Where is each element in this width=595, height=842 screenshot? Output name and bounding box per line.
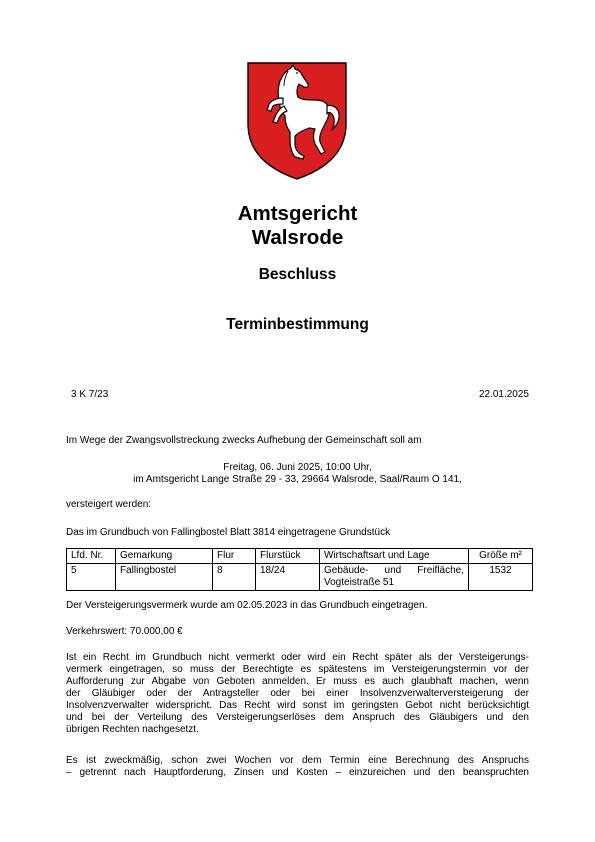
intro-text: Im Wege der Zwangsvollstreckung zwecks Aufhebung der Gemeinschaft soll am [66,435,422,446]
cell-gemarkung: Fallingbostel [116,564,213,591]
cell-lfd: 5 [67,564,116,591]
cell-lage [320,564,469,591]
grundstueck-table [66,548,533,591]
zweck-paragraph [66,755,529,779]
cell-groesse: 1532 [469,564,533,591]
versteigert-text: versteigert werden: [66,499,152,510]
table-header: Größe m² [469,549,533,564]
cell-flur: 8 [213,564,256,591]
table-header-row [67,549,533,564]
table-header: Lfd. Nr. [67,549,116,564]
table-header: Flurstück [256,549,320,564]
vermerk-text: Der Versteigerungsvermerk wurde am 02.05.2023 in das Grundbuch eingetragen. [66,600,428,611]
paragraph-line: übrigen Rechten nachgesetzt. [66,724,199,735]
lage-line1 [324,565,464,577]
lage-word: Gebäude- [324,565,369,576]
lage-word: und [384,565,402,576]
table-header: Gemarkung [116,549,213,564]
paragraph-line: und bei der Verteilung des Versteigerungserlöses dem Anspruch des Gläubigers und den [66,712,529,723]
document-date: 22.01.2025 [478,389,529,400]
grundbuch-text: Das im Grundbuch von Fallingbostel Blatt 3814 eingetragene Grundstück [66,527,391,538]
table-header: Flur [213,549,256,564]
paragraph-line: der Gläubiger oder der Antragsteller oder bei einer Insolvenzverwalterversteigerung der [66,688,529,699]
lage-word: Freifläche, [417,565,464,576]
paragraph-line: vermerk eingetragen, so muss der Berechtigte es spätestens im Versteigerungstermin vor der [66,664,529,675]
paragraph-line: – getrennt nach Hauptforderung, Zinsen und Kosten – einzureichen und den beanspruchten [66,767,529,778]
court-name-line2: Walsrode [251,226,344,249]
heading-beschluss: Beschluss [258,266,337,283]
termin-location-line: im Amtsgericht Lange Straße 29 - 33, 29664 Walsrode, Saal/Raum O 141, [133,474,462,485]
cell-flurstueck: 18/24 [256,564,320,591]
termin-date-line: Freitag, 06. Juni 2025, 10:00 Uhr, [223,462,372,473]
table-header: Wirtschaftsart und Lage [320,549,469,564]
table-row [67,564,533,591]
aktenzeichen: 3 K 7/23 [71,389,109,400]
recht-paragraph [66,652,529,736]
paragraph-line: Ist ein Recht im Grundbuch nicht vermerkt oder wird ein Recht später als der Versteigerungs- [66,652,529,663]
court-name-line1: Amtsgericht [237,202,358,225]
verkehrswert-text: Verkehrswert: 70.000,00 € [66,626,183,637]
paragraph-line: Aufforderung zur Abgabe von Geboten anmelden. Er muss es auch glaubhaft machen, wenn [66,676,529,687]
paragraph-line: Es ist zweckmäßig, schon zwei Wochen vor dem Termin eine Berechnung des Anspruchs [66,755,529,766]
lower-saxony-horse-crest-icon [247,62,347,180]
lage-line2: Vogteistraße 51 [324,577,395,588]
heading-terminbestimmung: Terminbestimmung [226,316,369,333]
paragraph-line: Insolvenzverwalter widerspricht. Das Recht wird sonst im geringsten Gebot nicht berücksichtigt [66,700,529,711]
